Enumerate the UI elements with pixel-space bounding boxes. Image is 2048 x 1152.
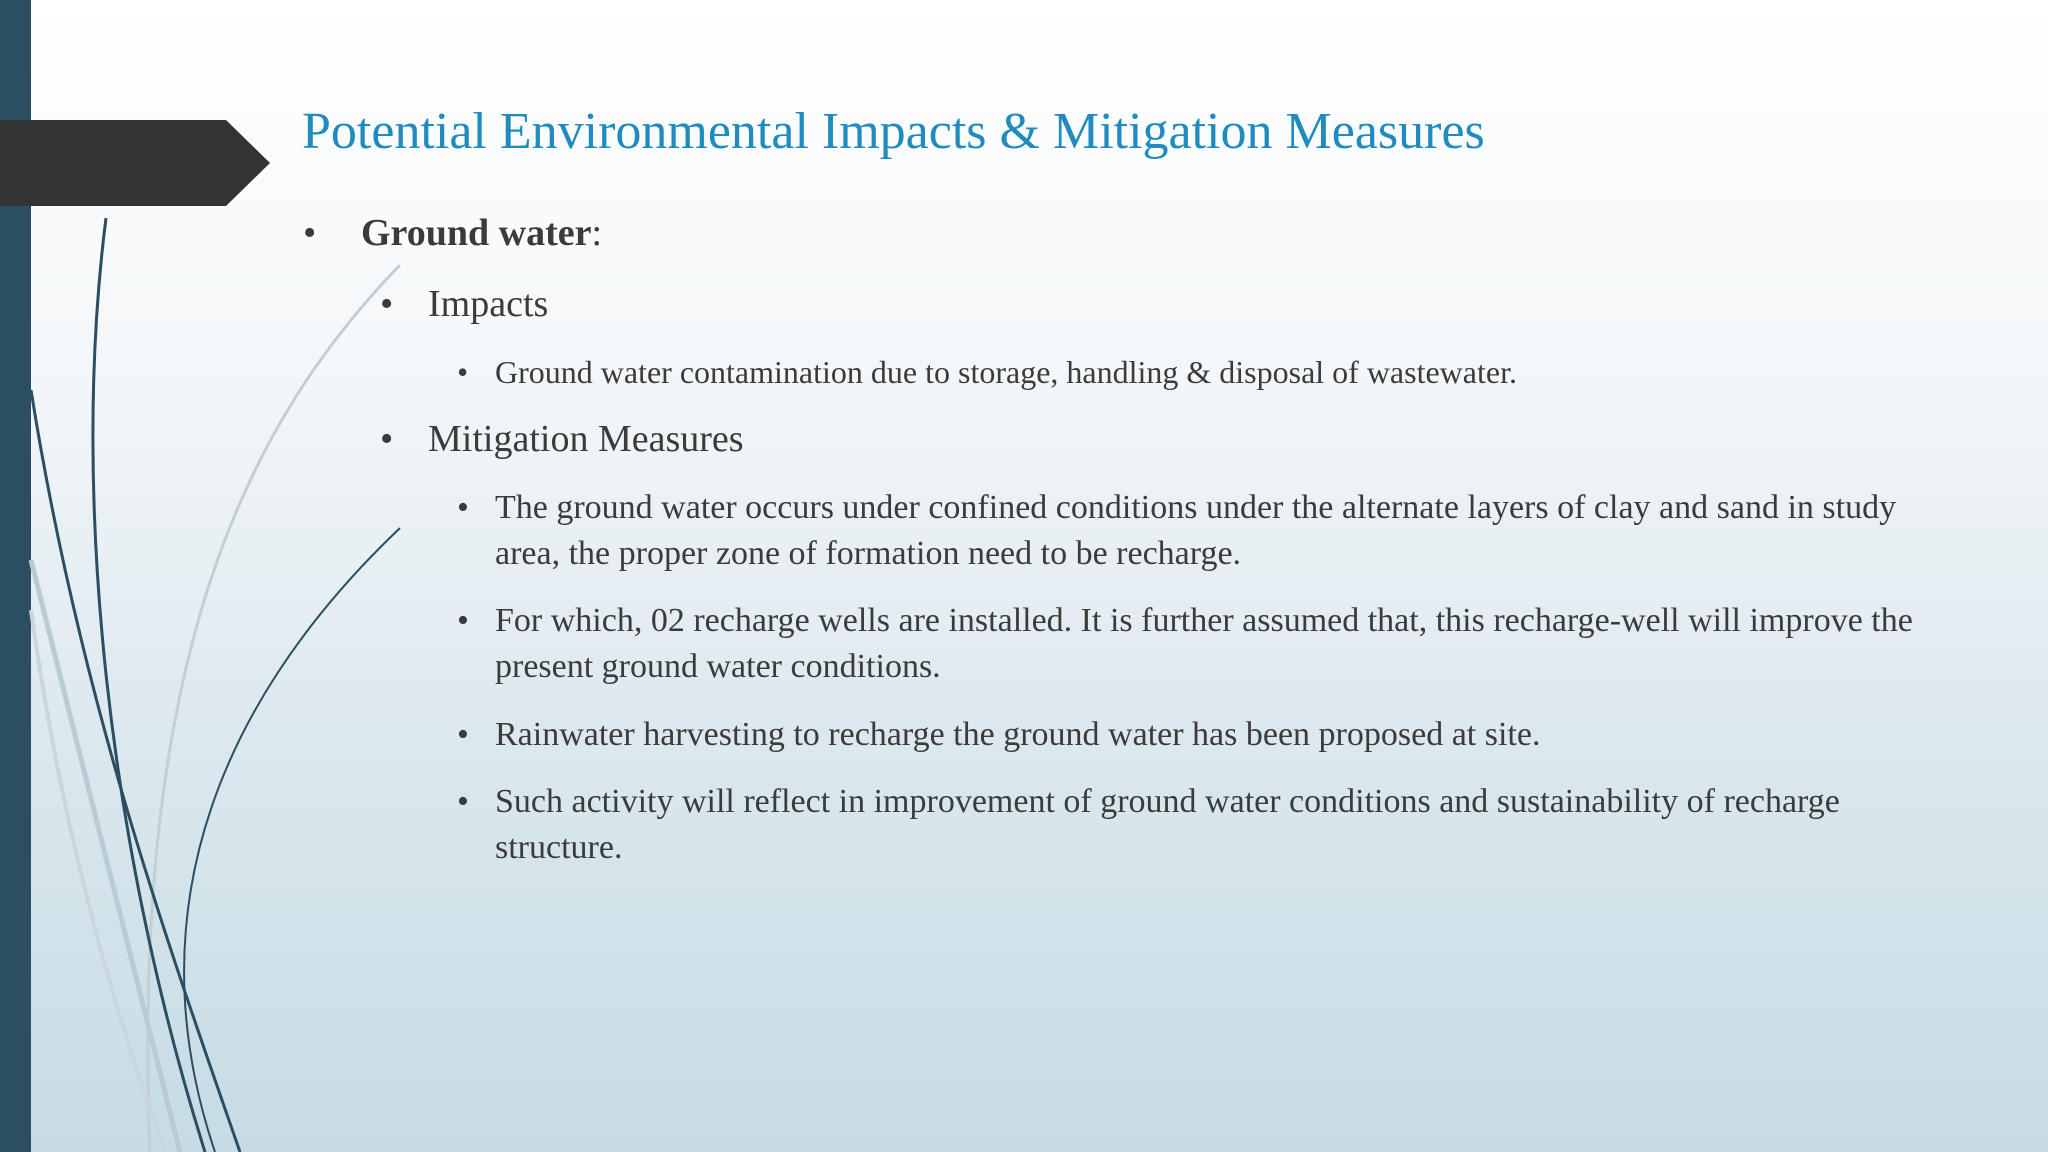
mitigation-item-text: Such activity will reflect in improvement of ground water conditions and sustainability of recharge structure. [495,783,1840,866]
bullet-dot: • [457,602,469,639]
impacts-label: Impacts [428,283,549,325]
swoosh-light-3 [31,610,165,1152]
ground-water-heading: Ground water [361,212,592,254]
bullet-dot: • [457,783,469,820]
swoosh-dark-2 [31,390,240,1152]
mitigation-item [457,598,1925,690]
bullet-impacts [380,281,549,327]
bullet-dot: • [380,418,394,460]
impacts-item [457,349,1925,395]
mitigation-item-text: The ground water occurs under confined conditions under the alternate layers of clay and sand in study area, the proper zone of formation need to be recharge. [495,489,1897,572]
slide-title: Potential Environmental Impacts & Mitigation Measures [302,103,1485,160]
bullet-mitigation-measures [380,416,744,462]
ground-water-heading-suffix: : [591,212,603,254]
swoosh-dark-3 [184,528,400,1152]
bullet-dot: • [457,489,469,526]
mitigation-item-text: Rainwater harvesting to recharge the ground water has been proposed at site. [495,716,1541,753]
bullet-dot: • [457,716,469,753]
impacts-item-text: Ground water contamination due to storage, handling & disposal of wastewater. [495,354,1517,390]
bullet-ground-water [303,210,603,256]
bullet-dot: • [380,283,394,325]
bullet-dot: • [457,354,469,390]
mitigation-item-text: For which, 02 recharge wells are installed. It is further assumed that, this recharge-well will improve the present ground water conditions. [495,602,1913,685]
title-tab-arrow [0,120,270,206]
mitigation-label: Mitigation Measures [428,418,744,460]
mitigation-item [457,485,1925,577]
mitigation-item [457,779,1925,871]
bullet-dot: • [303,212,317,254]
mitigation-item [457,712,1925,758]
